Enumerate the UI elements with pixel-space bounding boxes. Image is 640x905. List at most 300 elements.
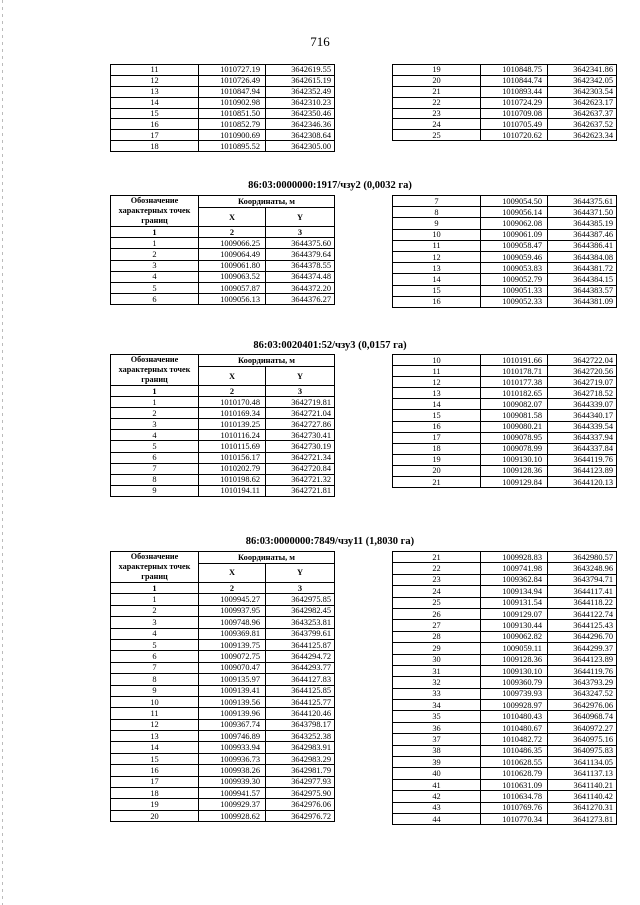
- x-coordinate: 1010169.34: [199, 408, 266, 419]
- point-number: 2: [111, 249, 199, 260]
- y-coordinate: 3642721.81: [266, 485, 335, 496]
- point-number: 18: [111, 788, 199, 799]
- x-coordinate: 1010900.69: [199, 130, 266, 141]
- x-coordinate: 1009129.84: [481, 477, 548, 488]
- y-coordinate: 3642982.45: [266, 605, 335, 616]
- table-row: [393, 421, 617, 432]
- table-row: [111, 628, 335, 639]
- table-row: [393, 240, 617, 251]
- x-coordinate: 1009928.83: [481, 552, 548, 563]
- x-coordinate: 1009741.98: [481, 563, 548, 574]
- point-number: 12: [393, 251, 481, 262]
- table-row: [393, 665, 617, 676]
- y-coordinate: 3642303.54: [548, 86, 617, 97]
- point-number: 27: [393, 620, 481, 631]
- x-coordinate: 1009128.36: [481, 654, 548, 665]
- y-coordinate: 3644371.50: [548, 207, 617, 218]
- coordinates-header: Координаты, м: [199, 552, 335, 564]
- table-row: [393, 218, 617, 229]
- point-number: 37: [393, 734, 481, 745]
- table-row: [393, 620, 617, 631]
- coordinates-header: Координаты, м: [199, 196, 335, 208]
- y-coordinate: 3642719.81: [266, 397, 335, 408]
- x-coordinate: 1009051.33: [481, 285, 548, 296]
- table-row: [393, 377, 617, 388]
- coordinates-table-left: [110, 64, 335, 152]
- y-coordinate: 3644381.09: [548, 296, 617, 307]
- table-row: [393, 443, 617, 454]
- point-number: 17: [111, 776, 199, 787]
- table-row: [393, 631, 617, 642]
- point-number: 16: [393, 421, 481, 432]
- table-row: [393, 65, 617, 76]
- y-coordinate: 3644375.60: [266, 238, 335, 249]
- x-coordinate: 1009928.62: [199, 810, 266, 821]
- table-row: [393, 791, 617, 802]
- table-row: [111, 765, 335, 776]
- point-number: 14: [393, 399, 481, 410]
- coordinates-table-left: [110, 354, 335, 497]
- x-coordinate: 1009053.83: [481, 263, 548, 274]
- y-coordinate: 3644127.83: [266, 674, 335, 685]
- point-number: 13: [111, 731, 199, 742]
- scan-edge-left: [2, 0, 3, 905]
- y-coordinate: 3644339.54: [548, 421, 617, 432]
- y-coordinate: 3641137.13: [548, 768, 617, 779]
- point-number: 43: [393, 802, 481, 813]
- x-coordinate: 1009056.14: [481, 207, 548, 218]
- point-number: 31: [393, 665, 481, 676]
- y-coordinate: 3642352.49: [266, 86, 335, 97]
- table-row: [393, 586, 617, 597]
- y-coordinate: 3644122.74: [548, 608, 617, 619]
- table-row: [393, 97, 617, 108]
- y-coordinate: 3643248.96: [548, 563, 617, 574]
- y-coordinate: 3644123.89: [548, 465, 617, 476]
- point-number: 18: [111, 141, 199, 152]
- y-coordinate: 3642975.85: [266, 594, 335, 605]
- table-row: [111, 119, 335, 130]
- x-coordinate: 1010893.44: [481, 86, 548, 97]
- point-number: 11: [111, 65, 199, 76]
- table-row: [393, 563, 617, 574]
- y-coordinate: 3644384.15: [548, 274, 617, 285]
- y-coordinate: 3644384.08: [548, 251, 617, 262]
- y-coordinate: 3642721.32: [266, 474, 335, 485]
- y-coordinate: 3642730.41: [266, 430, 335, 441]
- table-row: [111, 776, 335, 787]
- point-number: 41: [393, 779, 481, 790]
- table-header-row: [111, 552, 335, 564]
- table-row: [393, 229, 617, 240]
- x-coordinate: 1009130.44: [481, 620, 548, 631]
- y-coordinate: 3644387.46: [548, 229, 617, 240]
- point-number: 28: [393, 631, 481, 642]
- coordinates-table-right: [392, 551, 617, 825]
- x-coordinate: 1010770.34: [481, 813, 548, 824]
- x-coordinate: 1009052.79: [481, 274, 548, 285]
- table-row: [111, 685, 335, 696]
- x-header: X: [199, 367, 266, 386]
- point-number: 20: [393, 75, 481, 86]
- y-coordinate: 3640975.16: [548, 734, 617, 745]
- y-coordinate: 3644385.19: [548, 218, 617, 229]
- x-coordinate: 1009058.47: [481, 240, 548, 251]
- point-number: 21: [393, 477, 481, 488]
- point-number: 7: [111, 662, 199, 673]
- y-coordinate: 3644120.46: [266, 708, 335, 719]
- point-number: 14: [111, 742, 199, 753]
- table-index-row: [111, 227, 335, 238]
- table-row: [393, 711, 617, 722]
- x-header: X: [199, 563, 266, 582]
- table-row: [393, 779, 617, 790]
- point-number: 19: [393, 65, 481, 76]
- table-row: [111, 474, 335, 485]
- point-number: 1: [111, 397, 199, 408]
- x-coordinate: 1009057.87: [199, 282, 266, 293]
- y-coordinate: 3642980.57: [548, 552, 617, 563]
- x-coordinate: 1010769.76: [481, 802, 548, 813]
- x-coordinate: 1009939.30: [199, 776, 266, 787]
- x-coordinate: 1009929.37: [199, 799, 266, 810]
- point-number: 21: [393, 86, 481, 97]
- y-coordinate: 3644379.64: [266, 249, 335, 260]
- table-row: [111, 141, 335, 152]
- x-coordinate: 1010182.65: [481, 388, 548, 399]
- coordinates-table-right: [392, 354, 617, 488]
- table-row: [393, 757, 617, 768]
- point-number: 18: [393, 443, 481, 454]
- table-row: [393, 734, 617, 745]
- y-coordinate: 3642342.05: [548, 75, 617, 86]
- table-row: [111, 639, 335, 650]
- y-header: Y: [266, 563, 335, 582]
- y-coordinate: 3642615.19: [266, 75, 335, 86]
- x-coordinate: 1009362.84: [481, 574, 548, 585]
- x-coordinate: 1009139.56: [199, 696, 266, 707]
- table-row: [393, 251, 617, 262]
- point-number: 24: [393, 119, 481, 130]
- x-coordinate: 1009059.46: [481, 251, 548, 262]
- point-number: 4: [111, 430, 199, 441]
- y-coordinate: 3644376.27: [266, 294, 335, 305]
- y-coordinate: 3642720.56: [548, 366, 617, 377]
- table-row: [111, 810, 335, 821]
- table-row: [111, 294, 335, 305]
- x-coordinate: 1010480.67: [481, 722, 548, 733]
- y-coordinate: 3642720.84: [266, 463, 335, 474]
- table-row: [111, 130, 335, 141]
- column-index-3: 3: [266, 386, 335, 397]
- point-number: 44: [393, 813, 481, 824]
- table-row: [111, 696, 335, 707]
- point-number: 13: [393, 263, 481, 274]
- y-coordinate: 3642718.52: [548, 388, 617, 399]
- x-coordinate: 1009936.73: [199, 753, 266, 764]
- x-header: X: [199, 208, 266, 227]
- table-row: [393, 688, 617, 699]
- table-row: [111, 108, 335, 119]
- x-coordinate: 1009134.94: [481, 586, 548, 597]
- table-row: [111, 753, 335, 764]
- x-coordinate: 1010895.52: [199, 141, 266, 152]
- y-coordinate: 3642983.91: [266, 742, 335, 753]
- x-coordinate: 1010202.79: [199, 463, 266, 474]
- x-coordinate: 1009054.50: [481, 196, 548, 207]
- table-row: [393, 274, 617, 285]
- y-coordinate: 3644296.70: [548, 631, 617, 642]
- y-coordinate: 3642637.52: [548, 119, 617, 130]
- point-number: 23: [393, 574, 481, 585]
- point-number: 17: [393, 432, 481, 443]
- y-coordinate: 3642619.55: [266, 65, 335, 76]
- point-number: 35: [393, 711, 481, 722]
- y-coordinate: 3644125.87: [266, 639, 335, 650]
- table-header-row: [111, 196, 335, 208]
- x-coordinate: 1009082.07: [481, 399, 548, 410]
- table-row: [393, 654, 617, 665]
- point-number: 5: [111, 441, 199, 452]
- point-number: 12: [111, 75, 199, 86]
- table-row: [111, 97, 335, 108]
- point-number: 10: [111, 696, 199, 707]
- x-coordinate: 1009062.82: [481, 631, 548, 642]
- point-number: 16: [111, 765, 199, 776]
- x-coordinate: 1010156.17: [199, 452, 266, 463]
- point-number: 21: [393, 552, 481, 563]
- y-coordinate: 3644337.94: [548, 432, 617, 443]
- designation-header: Обозначение характерных точек границ: [111, 355, 199, 386]
- point-number: 34: [393, 700, 481, 711]
- point-number: 8: [111, 474, 199, 485]
- x-coordinate: 1010628.79: [481, 768, 548, 779]
- page-number: 716: [310, 34, 330, 49]
- y-coordinate: 3644372.20: [266, 282, 335, 293]
- table-row: [111, 249, 335, 260]
- table-row: [111, 719, 335, 730]
- point-number: 1: [111, 238, 199, 249]
- y-coordinate: 3642623.34: [548, 130, 617, 141]
- point-number: 19: [393, 454, 481, 465]
- y-coordinate: 3644374.48: [266, 271, 335, 282]
- x-coordinate: 1009937.95: [199, 605, 266, 616]
- column-index-1: 1: [111, 583, 199, 594]
- coordinates-table-right: [392, 195, 617, 308]
- x-coordinate: 1009360.79: [481, 677, 548, 688]
- table-row: [111, 708, 335, 719]
- y-coordinate: 3644119.76: [548, 454, 617, 465]
- x-coordinate: 1009130.10: [481, 665, 548, 676]
- point-number: 6: [111, 651, 199, 662]
- y-coordinate: 3644123.89: [548, 654, 617, 665]
- point-number: 22: [393, 97, 481, 108]
- table-row: [393, 477, 617, 488]
- y-coordinate: 3644125.85: [266, 685, 335, 696]
- point-number: 4: [111, 628, 199, 639]
- table-row: [111, 419, 335, 430]
- point-number: 14: [111, 97, 199, 108]
- x-coordinate: 1009933.94: [199, 742, 266, 753]
- y-coordinate: 3641140.21: [548, 779, 617, 790]
- y-coordinate: 3644118.22: [548, 597, 617, 608]
- table-row: [393, 388, 617, 399]
- table-row: [393, 119, 617, 130]
- point-number: 40: [393, 768, 481, 779]
- table-row: [393, 768, 617, 779]
- point-number: 22: [393, 563, 481, 574]
- table-index-row: [111, 386, 335, 397]
- point-number: 13: [111, 86, 199, 97]
- point-number: 8: [393, 207, 481, 218]
- y-coordinate: 3643247.52: [548, 688, 617, 699]
- y-coordinate: 3642310.23: [266, 97, 335, 108]
- column-index-2: 2: [199, 386, 266, 397]
- x-coordinate: 1010139.25: [199, 419, 266, 430]
- y-coordinate: 3640975.83: [548, 745, 617, 756]
- point-number: 16: [111, 119, 199, 130]
- y-header: Y: [266, 208, 335, 227]
- table-row: [393, 355, 617, 366]
- y-coordinate: 3644293.77: [266, 662, 335, 673]
- point-number: 17: [111, 130, 199, 141]
- point-number: 29: [393, 643, 481, 654]
- x-coordinate: 1010727.19: [199, 65, 266, 76]
- x-coordinate: 1010848.75: [481, 65, 548, 76]
- point-number: 11: [111, 708, 199, 719]
- table-row: [393, 608, 617, 619]
- y-coordinate: 3642350.46: [266, 108, 335, 119]
- x-coordinate: 1009941.57: [199, 788, 266, 799]
- y-coordinate: 3642976.06: [548, 700, 617, 711]
- y-coordinate: 3643798.17: [266, 719, 335, 730]
- table-row: [111, 617, 335, 628]
- point-number: 39: [393, 757, 481, 768]
- table-row: [111, 674, 335, 685]
- table-row: [111, 397, 335, 408]
- y-coordinate: 3643793.29: [548, 677, 617, 688]
- point-number: 9: [111, 685, 199, 696]
- point-number: 20: [393, 465, 481, 476]
- designation-header: Обозначение характерных точек границ: [111, 196, 199, 227]
- point-number: 10: [393, 355, 481, 366]
- point-number: 9: [111, 485, 199, 496]
- table-row: [393, 465, 617, 476]
- x-coordinate: 1010194.11: [199, 485, 266, 496]
- x-coordinate: 1010178.71: [481, 366, 548, 377]
- y-coordinate: 3643799.61: [266, 628, 335, 639]
- y-coordinate: 3643252.38: [266, 731, 335, 742]
- table-row: [393, 700, 617, 711]
- coordinates-header: Координаты, м: [199, 355, 335, 367]
- y-coordinate: 3644119.76: [548, 665, 617, 676]
- y-coordinate: 3644375.61: [548, 196, 617, 207]
- y-coordinate: 3644383.57: [548, 285, 617, 296]
- point-number: 15: [393, 285, 481, 296]
- point-number: 2: [111, 408, 199, 419]
- point-number: 23: [393, 108, 481, 119]
- y-coordinate: 3642637.37: [548, 108, 617, 119]
- point-number: 26: [393, 608, 481, 619]
- point-number: 9: [393, 218, 481, 229]
- table-row: [111, 485, 335, 496]
- y-coordinate: 3641134.05: [548, 757, 617, 768]
- x-coordinate: 1010844.74: [481, 75, 548, 86]
- x-coordinate: 1010724.29: [481, 97, 548, 108]
- table-row: [393, 432, 617, 443]
- column-index-1: 1: [111, 227, 199, 238]
- designation-header: Обозначение характерных точек границ: [111, 552, 199, 583]
- y-coordinate: 3642727.86: [266, 419, 335, 430]
- y-coordinate: 3642721.34: [266, 452, 335, 463]
- x-coordinate: 1009139.75: [199, 639, 266, 650]
- y-coordinate: 3644339.07: [548, 399, 617, 410]
- table-row: [111, 75, 335, 86]
- point-number: 36: [393, 722, 481, 733]
- table-row: [393, 366, 617, 377]
- point-number: 33: [393, 688, 481, 699]
- point-number: 25: [393, 597, 481, 608]
- x-coordinate: 1010720.62: [481, 130, 548, 141]
- point-number: 10: [393, 229, 481, 240]
- y-coordinate: 3641140.42: [548, 791, 617, 802]
- point-number: 5: [111, 282, 199, 293]
- point-number: 11: [393, 366, 481, 377]
- y-coordinate: 3642341.86: [548, 65, 617, 76]
- table-header-row: [111, 355, 335, 367]
- y-coordinate: 3644120.13: [548, 477, 617, 488]
- x-coordinate: 1009070.47: [199, 662, 266, 673]
- table-row: [393, 643, 617, 654]
- table-row: [393, 296, 617, 307]
- table-row: [393, 207, 617, 218]
- table-index-row: [111, 583, 335, 594]
- point-number: 11: [393, 240, 481, 251]
- table-row: [111, 86, 335, 97]
- point-number: 4: [111, 271, 199, 282]
- x-coordinate: 1009128.36: [481, 465, 548, 476]
- x-coordinate: 1009052.33: [481, 296, 548, 307]
- x-coordinate: 1010116.24: [199, 430, 266, 441]
- y-coordinate: 3642981.79: [266, 765, 335, 776]
- table-row: [111, 238, 335, 249]
- point-number: 42: [393, 791, 481, 802]
- y-coordinate: 3642722.04: [548, 355, 617, 366]
- x-coordinate: 1010705.49: [481, 119, 548, 130]
- section-title: 86:03:0020401:52/чзу3 (0,0157 га): [253, 340, 407, 351]
- point-number: 12: [393, 377, 481, 388]
- coordinates-table-left: [110, 195, 335, 305]
- y-coordinate: 3644381.72: [548, 263, 617, 274]
- y-coordinate: 3642730.19: [266, 441, 335, 452]
- x-coordinate: 1009746.89: [199, 731, 266, 742]
- column-index-1: 1: [111, 386, 199, 397]
- y-coordinate: 3644125.77: [266, 696, 335, 707]
- table-row: [111, 408, 335, 419]
- point-number: 15: [393, 410, 481, 421]
- x-coordinate: 1010709.08: [481, 108, 548, 119]
- point-number: 2: [111, 605, 199, 616]
- x-coordinate: 1009945.27: [199, 594, 266, 605]
- x-coordinate: 1009061.80: [199, 260, 266, 271]
- point-number: 12: [111, 719, 199, 730]
- table-row: [111, 260, 335, 271]
- x-coordinate: 1010852.79: [199, 119, 266, 130]
- y-coordinate: 3642308.64: [266, 130, 335, 141]
- x-coordinate: 1009066.25: [199, 238, 266, 249]
- table-row: [393, 130, 617, 141]
- point-number: 30: [393, 654, 481, 665]
